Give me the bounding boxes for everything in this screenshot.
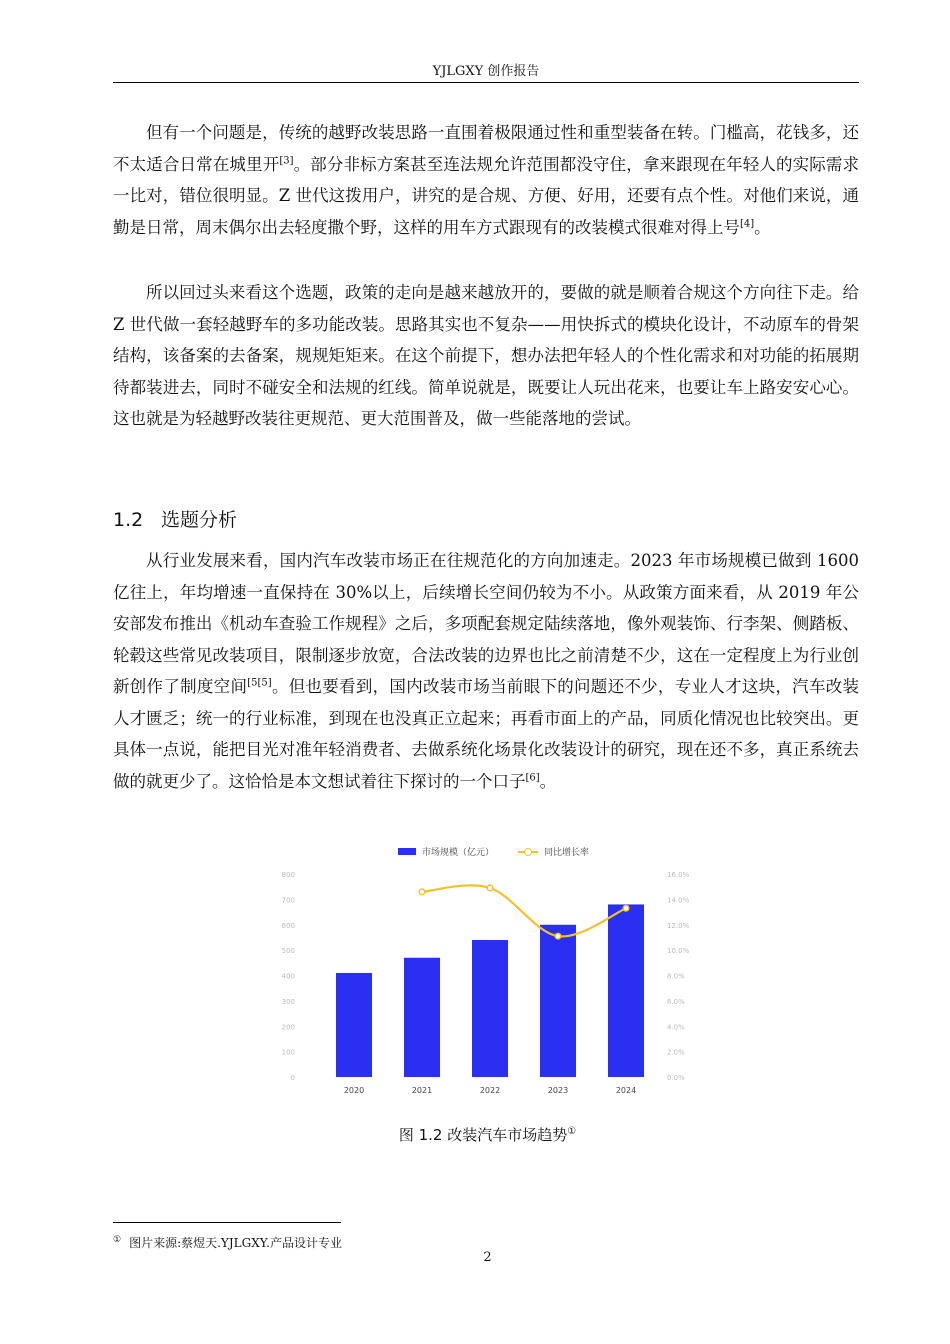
growth-rate-point [487, 885, 493, 891]
y-left-tick-label: 700 [281, 896, 295, 905]
y-right-tick-label: 8.0% [667, 972, 685, 981]
y-right-tick-label: 2.0% [667, 1048, 685, 1057]
y-left-tick-label: 600 [281, 921, 295, 930]
y-right-tick-label: 4.0% [667, 1023, 685, 1032]
paragraph-3-text-c: 。 [539, 771, 557, 791]
y-left-tick-label: 100 [281, 1048, 295, 1057]
section-number: 1.2 [113, 509, 144, 531]
caption-footnote-mark: ① [567, 1126, 577, 1137]
x-tick-label: 2021 [411, 1086, 433, 1095]
footnote-rule [113, 1222, 341, 1223]
bar [472, 940, 508, 1077]
section-title: 选题分析 [161, 509, 238, 531]
x-tick-label: 2020 [343, 1086, 365, 1095]
figure-caption-text: 图 1.2 改装汽车市场趋势 [398, 1126, 568, 1144]
bar [404, 958, 440, 1077]
y-left-tick-label: 500 [281, 947, 295, 956]
y-left-tick-label: 0 [290, 1074, 295, 1082]
paragraph-3 [113, 545, 859, 797]
y-left-tick-label: 200 [281, 1023, 295, 1032]
paragraph-1-text-a: 但有一个问题是，传统的越野改装思路一直围着极限通过性和重型装备在转。门槛高，花钱多，还不太适合日常在城里开 [113, 123, 859, 174]
paragraph-3-text-b: 。但也要看到，国内改装市场当前眼下的问题还不少，专业人才这块，汽车改装人才匮乏；统一的行业标准，到现在也没真正立起来；再看市面上的产品，同质化情况也比较突出。更具体一点说，能把目光对准年轻消费者、去做系统化场景化改装设计的研究，现在还不多，真正系统去做的就更少了。这恰恰是本文想试着往下探讨的一个口子 [113, 677, 860, 791]
bar [336, 973, 372, 1077]
page-number: 2 [483, 1250, 492, 1265]
y-right-tick-label: 10.0% [667, 947, 690, 956]
paragraph-1-text-b: 。部分非标方案甚至连法规允许范围都没守住，拿来跟现在年轻人的实际需求一比对，错位很明显。Z 世代这拨用户，讲究的是合规、方便、好用，还要有点个性。对他们来说，通勤是日常，周末偶尔出去轻度撒个野，这样的用车方式跟现有的改装模式很难对得上号 [113, 154, 860, 237]
y-right-tick-label: 12.0% [667, 921, 690, 930]
growth-rate-line [422, 885, 626, 936]
figure-caption [0, 1124, 950, 1145]
growth-rate-point [623, 905, 629, 911]
citation-5: [5[5] [247, 677, 272, 689]
legend-bar-swatch [398, 848, 416, 855]
paragraph-1-text-c: 。 [754, 217, 771, 237]
paragraph-1 [113, 117, 859, 243]
legend-line-label: 同比增长率 [544, 848, 590, 858]
y-left-tick-label: 400 [281, 972, 295, 981]
chart-legend [398, 845, 589, 858]
legend-line-swatch [518, 848, 538, 855]
bar [540, 925, 576, 1077]
y-right-tick-label: 16.0% [667, 871, 690, 879]
y-right-tick-label: 6.0% [667, 997, 685, 1006]
footnote [113, 1232, 342, 1251]
header-rule [113, 82, 859, 83]
footnote-text: 图片来源:蔡煜天.YJLGXY.产品设计专业 [129, 1236, 342, 1250]
legend-bar-label: 市场规模（亿元） [422, 848, 495, 858]
section-heading [113, 506, 237, 534]
x-tick-label: 2024 [615, 1086, 637, 1095]
paragraph-3-text-a: 从行业发展来看，国内汽车改装市场正在往规范化的方向加速走。2023 年市场规模已做到 1600 亿往上，年均增速一直保持在 30%以上，后续增长空间仍较为不小。从政策方面来看，从 2019 年公安部发布推出《机动车查验工作规程》之后，多项配套规定陆续落地，像外观装饰、行李架、侧踏板、轮毂这些常见改装项目，限制逐步放宽，合法改装的边界也比之前清楚不少，这在一定程度上为行业创新创作了制度空间 [113, 551, 859, 696]
growth-rate-point [419, 889, 425, 895]
y-right-tick-label: 14.0% [667, 896, 690, 905]
footnote-mark: ① [113, 1235, 122, 1245]
growth-rate-point [555, 933, 561, 939]
y-right-tick-label: 0.0% [667, 1074, 685, 1082]
bar [608, 904, 644, 1077]
running-header: YJLGXY 创作报告 [432, 64, 540, 79]
y-left-tick-label: 800 [281, 871, 295, 879]
citation-4: [4] [740, 218, 755, 229]
citation-3: [3] [279, 155, 294, 166]
paragraph-2: 所以回过头来看这个选题，政策的走向是越来越放开的，要做的就是顺着合规这个方向往下走。给 Z 世代做一套轻越野车的多功能改装。思路其实也不复杂——用快拆式的模块化设计，不动原车的骨架结构，该备案的去备案，规规矩矩来。在这个前提下，想办法把年轻人的个性化需求和对功能的拓展期待都装进去，同时不碰安全和法规的红线。简单说就是，既要让人玩出花来，也要让车上路安安心心。这也就是为轻越野改装往更规范、更大范围普及，做一些能落地的尝试。 [113, 283, 859, 428]
market-trend-chart [270, 860, 700, 1100]
x-tick-label: 2023 [547, 1086, 569, 1095]
citation-6: [6] [525, 772, 540, 783]
y-left-tick-label: 300 [281, 997, 295, 1006]
x-tick-label: 2022 [479, 1086, 501, 1095]
